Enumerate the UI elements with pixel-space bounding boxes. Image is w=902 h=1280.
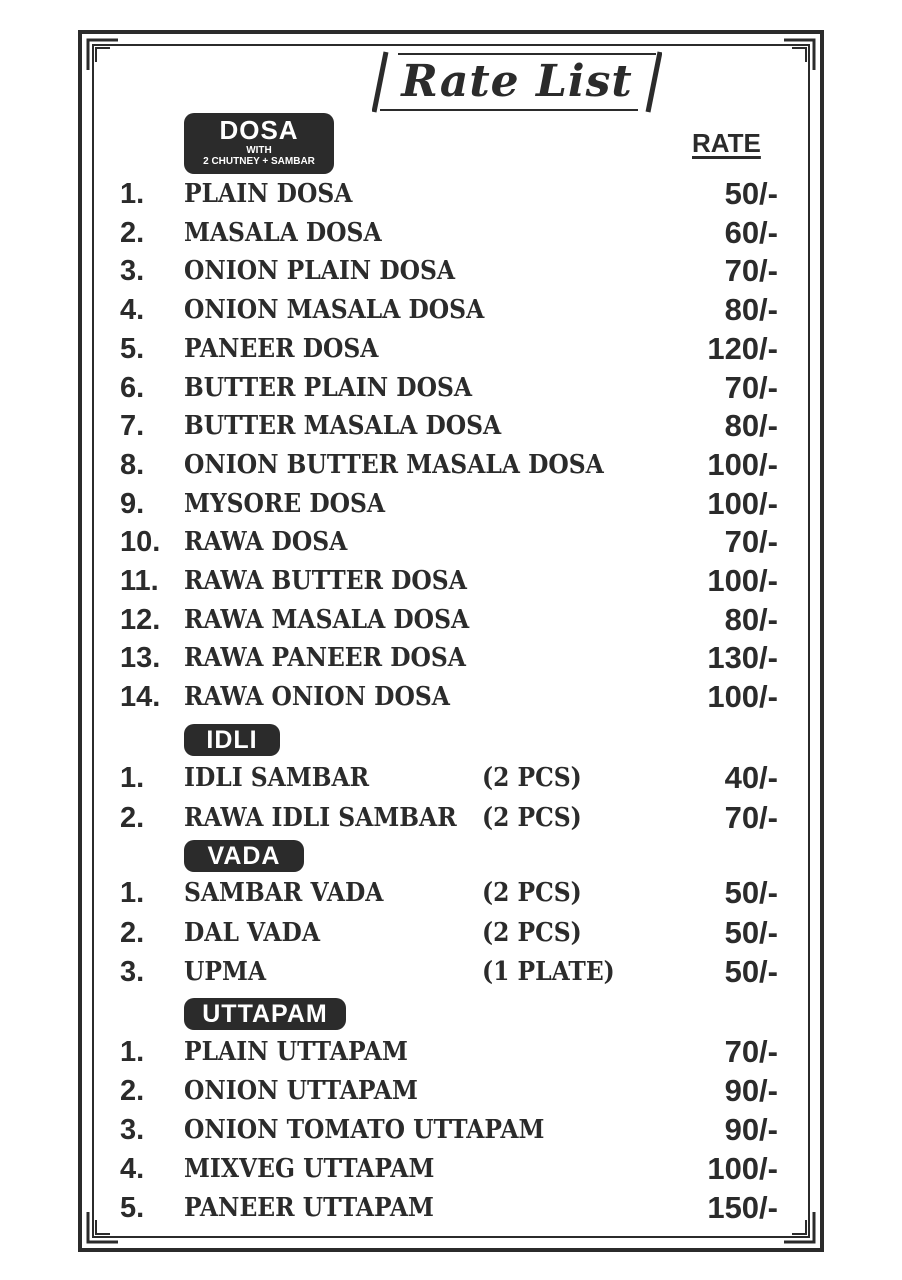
item-name: ONION PLAIN DOSA	[184, 256, 456, 287]
item-number: 1.	[120, 877, 145, 909]
item-quantity: (2 PCS)	[482, 878, 582, 908]
item-price: 90/-	[724, 1112, 778, 1147]
item-price: 70/-	[724, 800, 778, 835]
item-price: 70/-	[724, 1034, 778, 1069]
item-number: 3.	[120, 956, 145, 988]
section-sublabel: WITH	[246, 145, 272, 156]
menu-item-row	[0, 1111, 902, 1149]
rate-column-header: RATE	[692, 128, 761, 158]
item-number: 5.	[120, 332, 145, 365]
item-price: 40/-	[724, 760, 778, 795]
menu-item-row	[0, 1072, 902, 1110]
item-number: 2.	[120, 916, 145, 949]
menu-item-row	[0, 874, 902, 912]
item-name: PANEER DOSA	[184, 333, 379, 364]
menu-item-row	[0, 914, 902, 952]
menu-item-row	[0, 252, 902, 290]
item-price: 120/-	[707, 330, 778, 366]
item-name: PLAIN UTTAPAM	[184, 1037, 408, 1067]
section-badge-vada: VADA	[184, 840, 304, 872]
item-price: 100/-	[707, 679, 778, 715]
item-price: 100/-	[707, 446, 778, 482]
item-name: MASALA DOSA	[184, 217, 382, 248]
item-number: 2.	[120, 1075, 145, 1107]
menu-item-row	[0, 330, 902, 368]
menu-item-row	[0, 639, 902, 677]
menu-item-row	[0, 953, 902, 991]
menu-item-row	[0, 407, 902, 445]
item-price: 100/-	[707, 485, 778, 521]
item-name: RAWA PANEER DOSA	[184, 643, 466, 674]
item-name: SAMBAR VADA	[184, 878, 384, 908]
item-name: ONION BUTTER MASALA DOSA	[184, 449, 604, 480]
item-price: 100/-	[707, 1151, 778, 1186]
item-name: RAWA MASALA DOSA	[184, 604, 470, 635]
item-number: 6.	[120, 371, 145, 404]
section-badge-idli: IDLI	[184, 724, 280, 756]
item-name: ONION MASALA DOSA	[184, 295, 485, 326]
item-number: 13.	[120, 642, 161, 675]
menu-item-row	[0, 446, 902, 484]
menu-item-row	[0, 1033, 902, 1071]
menu-item-row	[0, 214, 902, 252]
item-price: 80/-	[724, 601, 778, 637]
item-quantity: (2 PCS)	[482, 803, 582, 833]
menu-item-row	[0, 291, 902, 329]
item-name: MIXVEG UTTAPAM	[184, 1154, 435, 1184]
menu-item-row	[0, 601, 902, 639]
item-number: 3.	[120, 1114, 145, 1146]
item-name: UPMA	[184, 957, 267, 987]
item-name: RAWA IDLI SAMBAR	[184, 803, 457, 833]
section-badge-uttapam: UTTAPAM	[184, 998, 346, 1030]
item-number: 10.	[120, 526, 161, 559]
item-price: 50/-	[724, 914, 778, 950]
page-title: Rate List	[401, 56, 633, 107]
item-price: 50/-	[724, 875, 778, 910]
item-number: 4.	[120, 1153, 145, 1185]
item-number: 1.	[120, 178, 145, 210]
corner-ornament-icon	[776, 30, 824, 78]
item-name: IDLI SAMBAR	[184, 763, 370, 793]
item-number: 3.	[120, 255, 145, 288]
item-number: 8.	[120, 448, 145, 481]
item-price: 100/-	[707, 563, 778, 598]
item-price: 50/-	[724, 176, 778, 211]
item-price: 70/-	[724, 253, 778, 289]
item-name: ONION UTTAPAM	[184, 1076, 418, 1106]
item-quantity: (1 PLATE)	[482, 957, 615, 987]
item-number: 9.	[120, 487, 145, 520]
item-price: 150/-	[707, 1190, 778, 1225]
menu-item-row	[0, 1150, 902, 1188]
item-name: BUTTER MASALA DOSA	[184, 411, 502, 442]
item-number: 4.	[120, 294, 145, 327]
item-number: 1.	[120, 1036, 145, 1068]
section-badge-dosa	[184, 113, 334, 174]
section-sublabel: 2 CHUTNEY + SAMBAR	[203, 156, 315, 167]
item-quantity: (2 PCS)	[482, 763, 582, 793]
menu-item-row	[0, 678, 902, 716]
item-price: 70/-	[724, 524, 778, 560]
item-name: BUTTER PLAIN DOSA	[184, 372, 473, 403]
item-name: PANEER UTTAPAM	[184, 1193, 434, 1223]
menu-item-row	[0, 759, 902, 797]
item-price: 130/-	[707, 640, 778, 676]
corner-ornament-icon	[78, 30, 126, 78]
menu-item-row	[0, 799, 902, 837]
item-name: DAL VADA	[184, 917, 320, 948]
menu-item-row	[0, 1189, 902, 1227]
item-price: 80/-	[724, 408, 778, 444]
item-price: 80/-	[724, 292, 778, 328]
item-price: 60/-	[724, 214, 778, 250]
item-name: ONION TOMATO UTTAPAM	[184, 1115, 545, 1145]
item-price: 90/-	[724, 1073, 778, 1108]
menu-item-row	[0, 523, 902, 561]
item-name: RAWA DOSA	[184, 527, 348, 558]
item-name: RAWA BUTTER DOSA	[184, 566, 467, 596]
item-number: 12.	[120, 603, 161, 636]
item-name: PLAIN DOSA	[184, 179, 353, 209]
item-name: MYSORE DOSA	[184, 488, 386, 519]
menu-item-row	[0, 562, 902, 600]
section-label: DOSA	[219, 115, 299, 145]
item-number: 7.	[120, 410, 145, 443]
item-number: 2.	[120, 802, 145, 834]
item-price: 70/-	[724, 369, 778, 405]
item-quantity: (2 PCS)	[482, 917, 582, 948]
menu-item-row	[0, 175, 902, 213]
item-name: RAWA ONION DOSA	[184, 682, 450, 713]
item-number: 14.	[120, 681, 161, 714]
item-number: 1.	[120, 762, 145, 794]
menu-item-row	[0, 485, 902, 523]
title-banner	[372, 50, 662, 114]
menu-item-row	[0, 369, 902, 407]
item-number: 2.	[120, 216, 145, 249]
item-price: 50/-	[724, 954, 778, 989]
item-number: 11.	[120, 565, 159, 597]
item-number: 5.	[120, 1192, 145, 1224]
